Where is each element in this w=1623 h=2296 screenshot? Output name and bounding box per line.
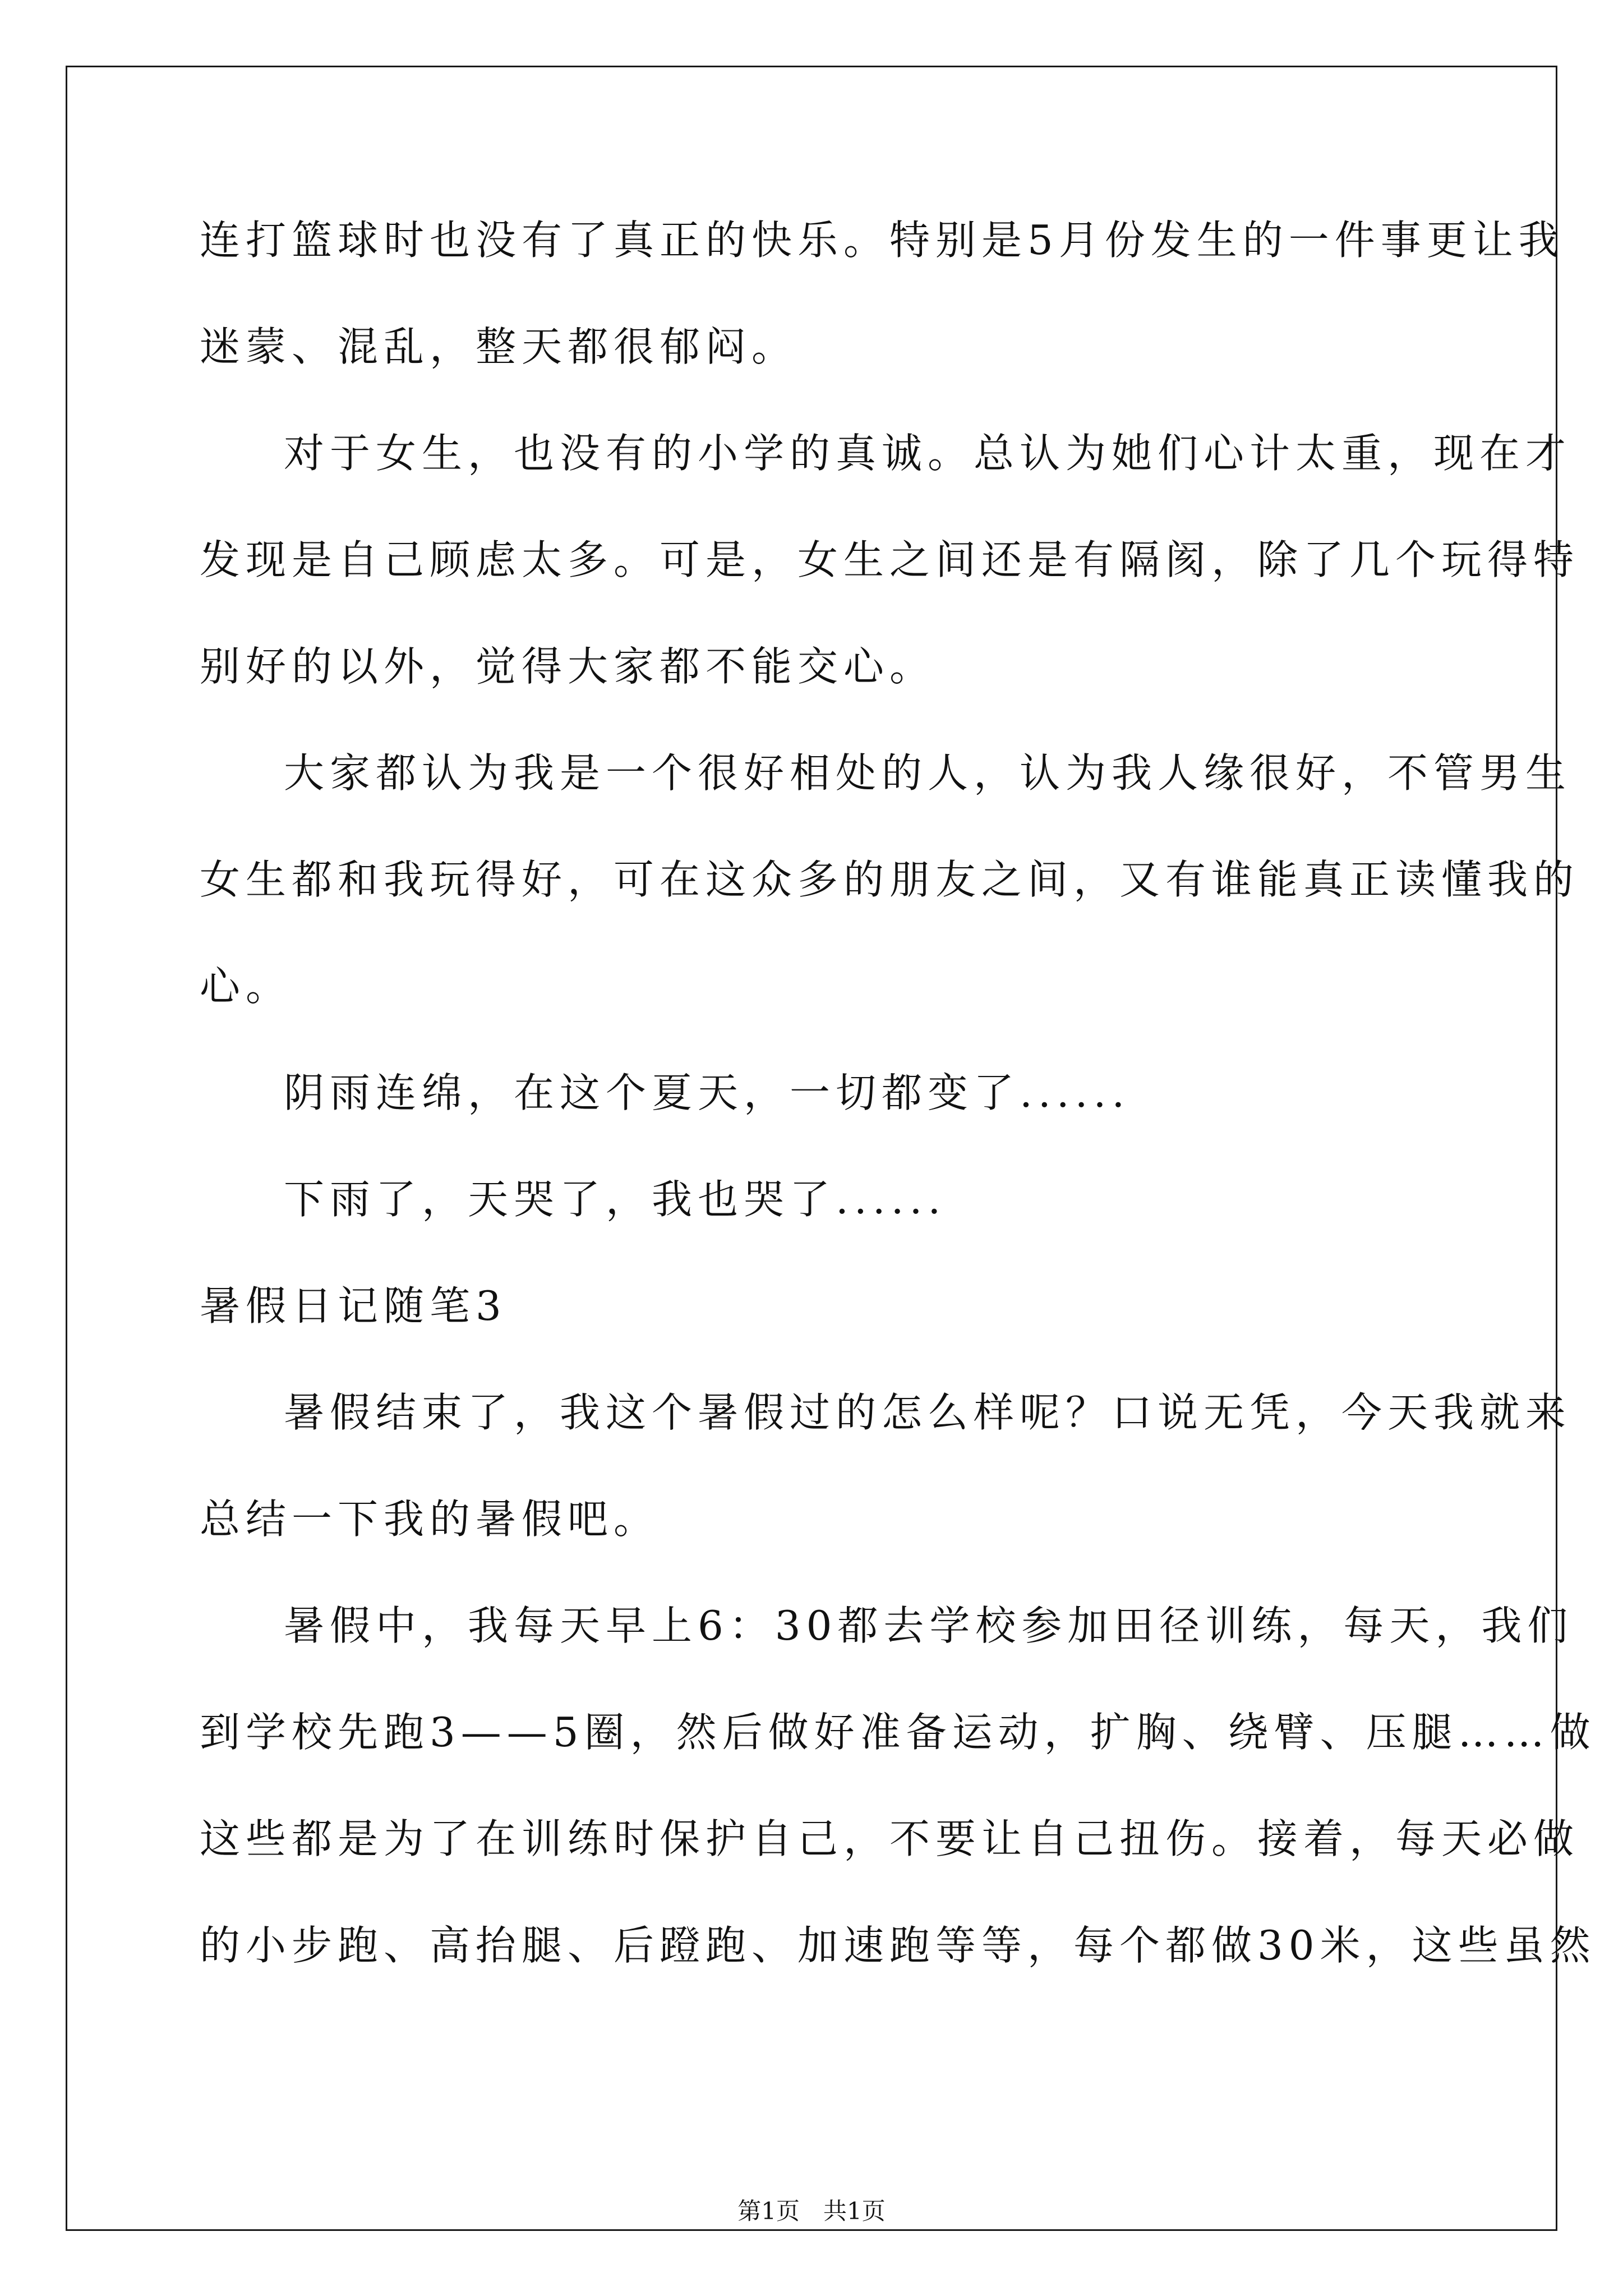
text-line: 别好的以外，觉得大家都不能交心。	[200, 643, 936, 690]
text-line: 到学校先跑3——5圈，然后做好准备运动，扩胸、绕臂、压腿……做	[200, 1709, 1596, 1756]
paragraph-first-line: 暑假中，我每天早上6：30都去学校参加田径训练，每天，我们	[284, 1602, 1574, 1649]
text-line: 这些都是为了在训练时保护自己，不要让自己扭伤。接着，每天必做	[200, 1815, 1580, 1862]
page-border	[66, 66, 1557, 2231]
text-line: 连打篮球时也没有了真正的快乐。特别是5月份发生的一件事更让我	[200, 217, 1565, 264]
paragraph-first-line: 下雨了，天哭了，我也哭了......	[284, 1176, 947, 1223]
text-line: 总结一下我的暑假吧。	[200, 1496, 660, 1543]
text-line: 女生都和我玩得好，可在这众多的朋友之间，又有谁能真正读懂我的	[200, 856, 1580, 903]
text-line: 发现是自己顾虑太多。可是，女生之间还是有隔阂，除了几个玩得特	[200, 536, 1580, 583]
text-line: 的小步跑、高抬腿、后蹬跑、加速跑等等，每个都做30米，这些虽然	[200, 1922, 1596, 1969]
text-line: 迷蒙、混乱，整天都很郁闷。	[200, 323, 798, 370]
paragraph-first-line: 大家都认为我是一个很好相处的人，认为我人缘很好，不管男生	[284, 749, 1572, 797]
text-line: 心。	[200, 963, 292, 1010]
page-footer: 第1页 共1页	[737, 2197, 886, 2225]
section-heading: 暑假日记随笔3	[200, 1282, 507, 1329]
paragraph-first-line: 暑假结束了，我这个暑假过的怎么样呢？口说无凭，今天我就来	[284, 1389, 1572, 1436]
paragraph-first-line: 阴雨连绵，在这个夏天，一切都变了......	[284, 1069, 1131, 1116]
paragraph-first-line: 对于女生，也没有的小学的真诚。总认为她们心计太重，现在才	[284, 430, 1572, 477]
